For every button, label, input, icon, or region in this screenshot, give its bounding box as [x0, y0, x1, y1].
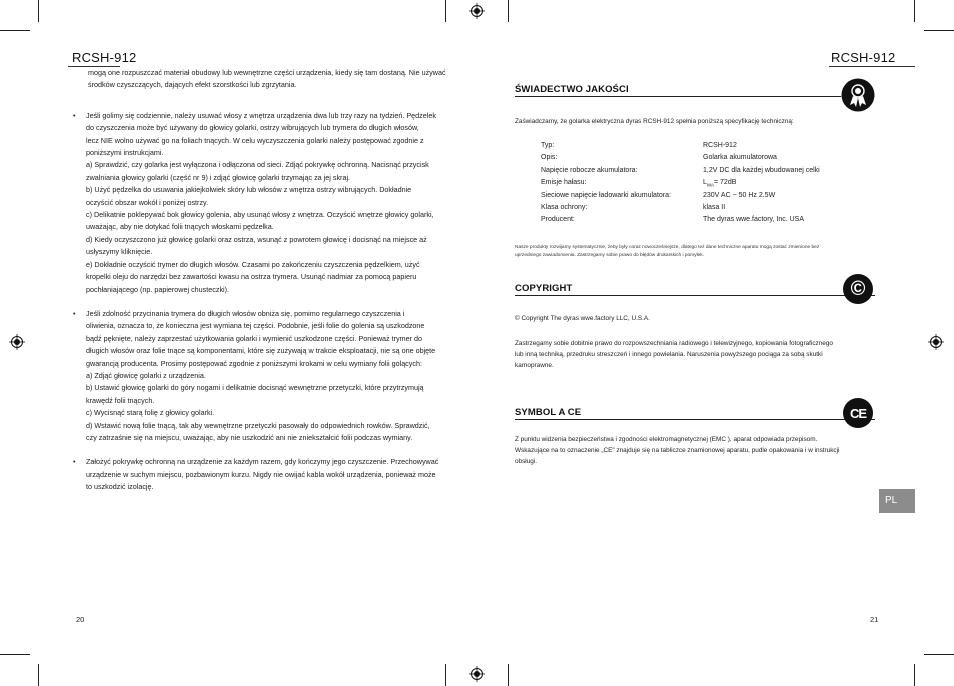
spec-label: Klasa ochrony: — [541, 203, 588, 211]
bullet-dot: • — [73, 110, 76, 120]
text-line: obsługi. — [515, 458, 538, 465]
crop-mark — [445, 0, 446, 22]
copyright-icon: © — [843, 274, 873, 304]
text-line: Jeśli golimy się codziennie, należy usuwać włosy z wnętrza urządzenia dwa lub trzy razy na tydzień. Pędzelek — [86, 110, 436, 120]
spec-label: Producent: — [541, 216, 575, 224]
text-line: zwalniania głowicy golarki (część nr 9) i zdjąć głowicę golarki trzymając za jej skraj. — [86, 172, 351, 182]
noise-symbol: L — [703, 179, 707, 187]
language-tab: PL — [879, 489, 915, 513]
text-line: kropelki oleju do narzędzi bez zawartości kwasu na ostrza trymera. Usunąć nadmiar za pomocą papieru — [86, 272, 417, 282]
spec-table — [541, 140, 881, 227]
spec-value: The dyras wwe.factory, Inc. USA — [703, 216, 805, 224]
crop-mark — [0, 654, 30, 655]
bullet-storage — [72, 456, 452, 493]
crop-mark — [445, 664, 446, 686]
text-line: uważając, aby nie dotykać folii tnących włoskami pędzelka. — [86, 222, 274, 232]
section-title-copyright: COPYRIGHT — [515, 283, 573, 294]
copyright-paragraph — [515, 338, 887, 371]
registration-mark-icon — [469, 666, 485, 682]
spec-label: Typ: — [541, 142, 555, 149]
crop-mark — [38, 664, 39, 686]
crop-mark — [38, 0, 39, 22]
text-line: c) Delikatnie poklepywać bok głowicy golenia, aby usunąć włosy z wnętrza. Oczyścić wnętrze głowicy golarki, — [86, 210, 434, 220]
text-line: poniższymi instrukcjami. — [86, 148, 164, 158]
spec-row — [541, 202, 881, 214]
text-line: długich włosów oraz folie tnące są komponentami, które się zużywają w trakcie eksploatacji, nie są one objęte — [86, 346, 436, 356]
text-line: lub inną techniką, przedruku streszczeń i innego powielania. Naruszenia powyższego pociąga za sobą skutki — [515, 351, 823, 358]
bullet-foil-replacement — [72, 308, 452, 444]
crop-mark — [508, 0, 509, 22]
copyright-line: © Copyright The dyras wwe.factory LLC, U.S.A. — [515, 315, 650, 322]
section-header-copyright — [515, 283, 875, 296]
quality-intro: Zaświadczamy, że golarka elektryczna dyras RCSH-912 spełnia poniższą specyfikację techniczną: — [515, 118, 794, 125]
ce-mark-icon: CE — [843, 398, 873, 428]
text-line: a) Zdjąć głowicę golarki z urządzenia. — [86, 370, 206, 380]
bullet-dot: • — [73, 308, 76, 318]
section-header-ce — [515, 407, 875, 420]
note-line: Nasze produkty rozwijamy systematycznie, żeby były coraz nowocześniejsze, dlatego też dane techniczne aparatu mogą zostać zmienione bez — [515, 245, 820, 250]
noise-subscript: WA — [706, 182, 714, 188]
text-line: do czyszczenia może być używany do głowicy golarki, ostrzy wibrujących lub trymera do długich włosów, — [86, 123, 419, 133]
crop-mark — [508, 664, 509, 686]
text-line: d) Kiedy oczyszczono już głowicę golarki oraz ostrza, wsunąć z powrotem głowicę i docisnąć na miejsce aż — [86, 234, 427, 244]
spec-value: RCSH-912 — [703, 142, 737, 149]
registration-mark-icon — [928, 334, 944, 350]
bullet-cleaning — [72, 110, 452, 296]
registration-mark-icon — [9, 334, 25, 350]
section-title-ce: SYMBOL A CE — [515, 407, 582, 418]
spec-row — [541, 152, 881, 164]
text-line: b) Ustawić głowicę golarki do góry nogami i delikatnie docisnąć wewnętrzne przetyczki, które przytrzymują — [86, 383, 424, 393]
quality-seal-icon — [841, 78, 875, 112]
section-header-quality — [515, 84, 875, 97]
left-body-text — [72, 67, 452, 494]
crop-mark — [914, 664, 915, 686]
text-line: urządzenie w suchym miejscu, pozbawionym kurzu. Nigdy nie owijać kabla wokół urządzenia, ponieważ może — [86, 469, 436, 479]
text-line: Wskazujące na to oznaczenie „CE" znajduje się na tabliczce znamionowej aparatu, pudle opakowania i w instrukcji — [515, 447, 840, 454]
noise-value: = 72dB — [714, 179, 737, 187]
spec-value: Golarka akumulatorowa — [703, 154, 777, 162]
text-line: oczyścić obszar wokół i poniżej ostrzy. — [86, 197, 209, 207]
ce-paragraph — [515, 434, 887, 467]
header-rule-right — [829, 66, 915, 67]
spec-row — [541, 214, 881, 226]
note-line: uprzedniego zawiadomienia. Zastrzegamy sobie prawo do błędów drukarskich i pomyłek. — [515, 253, 705, 259]
crop-mark — [924, 30, 954, 31]
crop-mark — [914, 0, 915, 22]
text-line: c) Wycisnąć starą folię z głowicy golarki. — [86, 408, 215, 418]
text-line: usłyszymy kliknięcie. — [86, 247, 153, 257]
model-title-right: RCSH-912 — [831, 50, 896, 65]
text-line: Założyć pokrywkę ochronną na urządzenie za każdym razem, gdy kończymy jego czyszczenie. Przechowywać — [86, 457, 439, 467]
spec-value: klasa II — [703, 203, 726, 211]
section-rule — [515, 419, 875, 420]
bullet-dot: • — [73, 457, 76, 467]
text-line: gwarancją producenta. Prosimy postępować zgodnie z poniższymi krokami w celu wymiany folii golących: — [86, 358, 422, 368]
spec-label: Emisje hałasu: — [541, 179, 587, 187]
page-number-left: 20 — [76, 615, 85, 624]
crop-mark — [924, 654, 954, 655]
spec-label: Opis: — [541, 154, 558, 162]
text-line: krawędź folii tnących. — [86, 395, 155, 405]
spec-label: Sieciowe napięcie ładowarki akumulatora: — [541, 191, 671, 199]
text-line: lecz NIE wolno używać go na foliach tnących. W celu wyczyszczenia golarki należy postępować zgodnie z — [86, 135, 424, 145]
spec-row — [541, 140, 881, 152]
registration-mark-icon — [469, 3, 485, 19]
right-page — [477, 0, 954, 686]
text-line: pochłaniającego (np. papierowej chusteczki). — [86, 284, 230, 294]
text-line: czy zatrzaśnie się na miejscu, uważając, aby nie uszkodzić ani nie zniekształcić folii podczas wymiany. — [86, 432, 413, 442]
spec-value: 1,2V DC dla każdej wbudowanej celki — [703, 166, 820, 174]
spec-row — [541, 165, 881, 177]
spec-value: 230V AC ~ 50 Hz 2.5W — [703, 191, 776, 199]
spec-row — [541, 190, 881, 202]
quality-note — [515, 244, 885, 260]
text-line: oliwienia, oznacza to, że konieczna jest wymiana tej części. Podobnie, jeśli folie do golenia są uszkodzone — [86, 321, 425, 331]
text-line: to uszkodzić izolację. — [86, 482, 154, 492]
text-line: Jeśli zdolność przycinania trymera do długich włosów obniża się, pomimo regularnego czyszczenia i — [86, 308, 405, 318]
model-title-left: RCSH-912 — [72, 50, 137, 65]
section-rule — [515, 96, 875, 97]
spec-label: Napięcie robocze akumulatora: — [541, 166, 638, 174]
text-line: Zastrzegamy sobie dobitnie prawo do rozpowszechniania radiowego i telewizyjnego, kopiowania fotograficznego — [515, 340, 833, 347]
section-title-quality: ŚWIADECTWO JAKOŚCI — [515, 84, 629, 95]
text-line: a) Sprawdzić, czy golarka jest wyłączona i odłączona od sieci. Zdjąć pokrywkę ochronną. Nacisnąć przycisk — [86, 160, 429, 170]
text-line: b) Użyć pędzelka do usuwania jakiejkolwiek skóry lub włosów z wnętrza ostrzy wibrujących. Dokładnie — [86, 185, 412, 195]
text-line: e) Dokładnie oczyścić trymer do długich włosów. Czasami po zakończeniu czyszczenia pędzelkiem, użyć — [86, 259, 420, 269]
section-rule — [515, 295, 875, 296]
intro-paragraph: mogą one rozpuszczać materiał obudowy lub wewnętrzne części urządzenia, kiedy się tam dostaną. Nie używać środków czyszczących, dających efekt szorstkości lub zgrzytania. — [88, 68, 446, 90]
text-line: bądź pęknięte, należy zaprzestać użytkowania golarki i wymienić uszkodzone części. Ponieważ trymer do — [86, 333, 422, 343]
spec-row — [541, 177, 881, 189]
text-line: karnoprawne. — [515, 362, 554, 369]
page-number-right: 21 — [870, 615, 879, 624]
crop-mark — [0, 30, 30, 31]
text-line: Z punktu widzenia bezpieczeństwa i zgodności elektromagnetycznej (EMC ), aparat odpowiada przepisom. — [515, 436, 818, 443]
text-line: d) Wstawić nową folie tnącą, tak aby wewnętrzne przetyczki pasowały do odpowiednich rowków. Sprawdzić, — [86, 420, 430, 430]
